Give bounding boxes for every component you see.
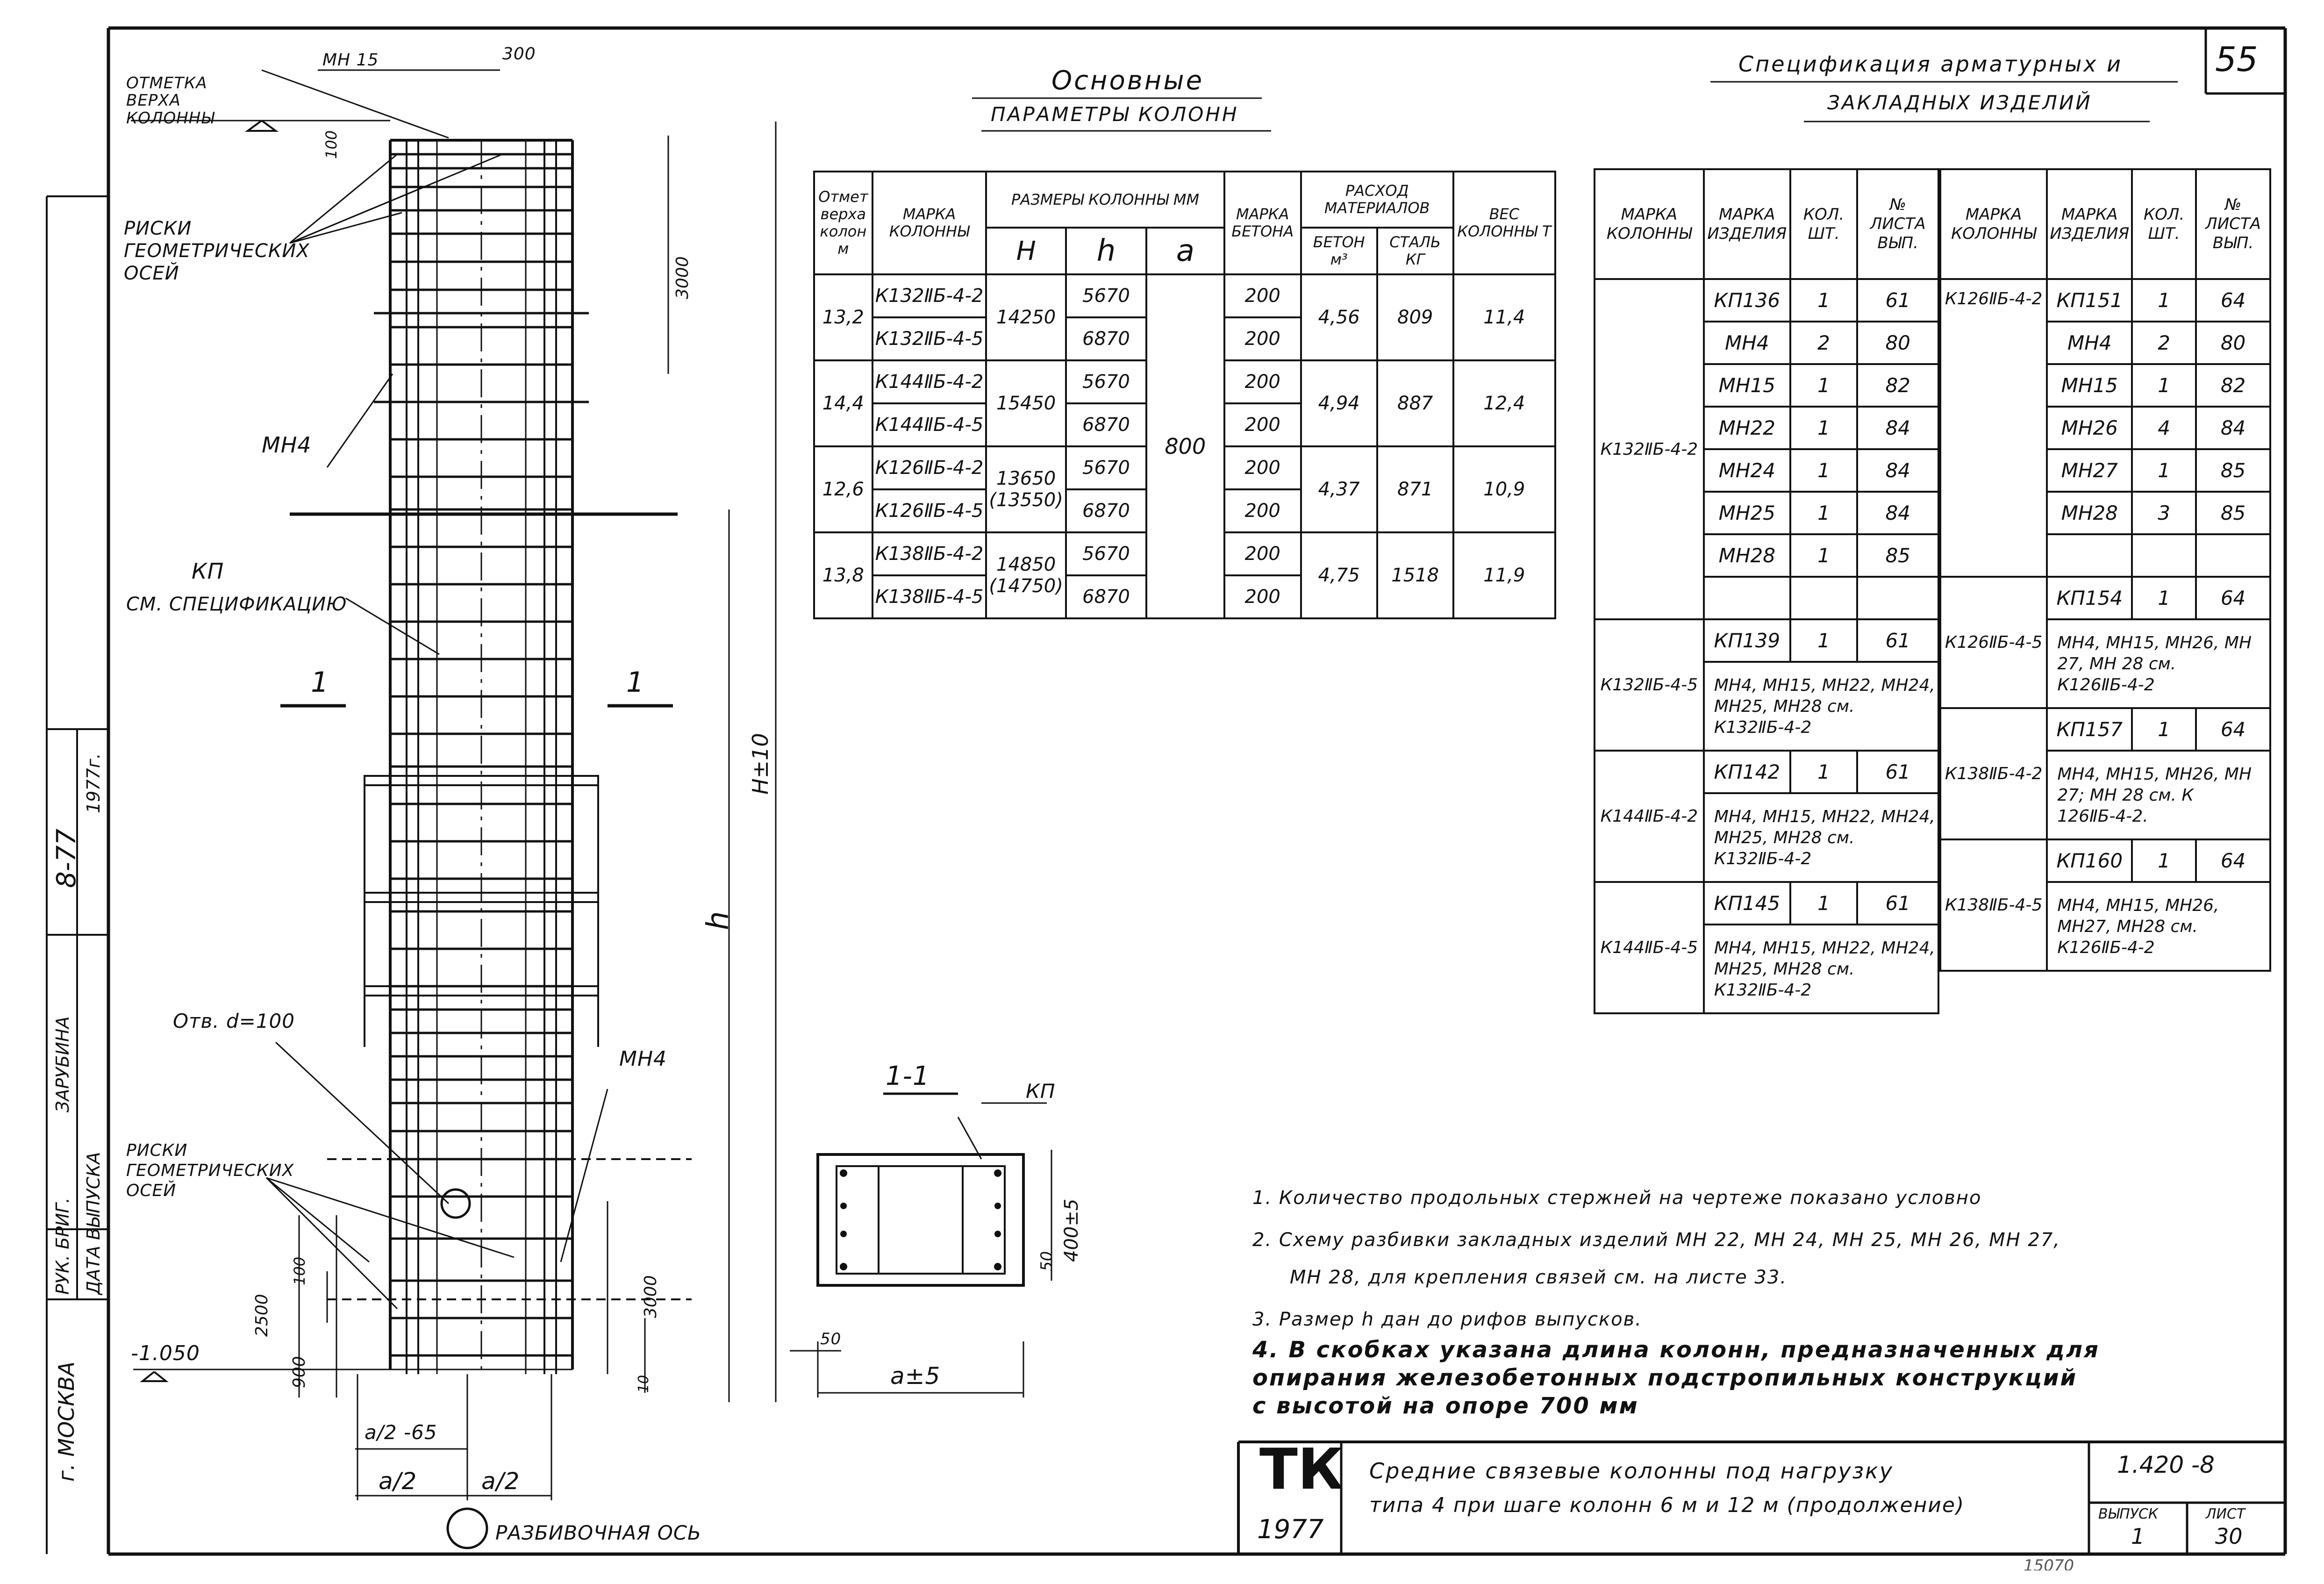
spec-item-mark: КП151 <box>2047 279 2132 322</box>
spec-item-qty: 1 <box>1790 492 1858 534</box>
row-H: 15450 <box>986 360 1065 446</box>
spec-item-mark: МН25 <box>1704 492 1790 534</box>
row-volume: 4,94 <box>1301 360 1377 446</box>
spec-item-sheet: 85 <box>1857 534 1938 577</box>
spec-item-sheet: 61 <box>1857 619 1938 662</box>
row-h: 6870 <box>1066 317 1146 360</box>
note-4-line-2: опирания железобетонных подстропильных конструкций <box>1252 1365 2078 1391</box>
spec-item-sheet: 85 <box>2196 492 2270 534</box>
section-dim-400: 400±5 <box>1061 1198 1082 1262</box>
spec-item-mark: КП157 <box>2047 708 2132 751</box>
sheet-number: 55 <box>2215 40 2258 79</box>
dim-300: 300 <box>502 44 536 64</box>
spec-item-mark: КП160 <box>2047 839 2132 882</box>
note-1: 1. Количество продольных стержней на чертеже показано условно <box>1252 1187 1982 1209</box>
spec-subtitle: ЗАКЛАДНЫХ ИЗДЕЛИЙ <box>1827 91 2092 114</box>
note-3: 3. Размер h дан до рифов выпусков. <box>1252 1309 1642 1330</box>
row-concrete: 200 <box>1224 360 1301 403</box>
dim-100: 100 <box>291 1256 308 1285</box>
spec-hdr-column: МАРКА КОЛОННЫ <box>1940 169 2047 279</box>
spec-item-mark: КП136 <box>1704 279 1790 322</box>
note-2: 2. Схему разбивки закладных изделий МН 22, МН 24, МН 25, МН 26, МН 27, <box>1252 1229 2060 1251</box>
spec-note: МН4, МН15, МН26, МН 27; МН 28 см. К 126ⅡБ-4-2. <box>2047 751 2270 839</box>
row-concrete: 200 <box>1224 446 1301 489</box>
row-mark: К132ⅡБ-4-2 <box>872 274 987 317</box>
spec-item-mark: МН4 <box>2047 322 2132 364</box>
hdr-a: a <box>1146 228 1224 274</box>
spec-item-mark: МН15 <box>1704 364 1790 407</box>
side-signature: 8-77 <box>51 828 82 888</box>
spec-hdr-sheet: № ЛИСТА ВЫП. <box>2196 169 2270 279</box>
stamp-issue-label: ВЫПУСК <box>2098 1506 2159 1522</box>
dim-h: h <box>701 911 736 930</box>
row-volume: 4,75 <box>1301 532 1377 618</box>
spec-hdr-item: МАРКА ИЗДЕЛИЯ <box>2047 169 2132 279</box>
row-H: 14850 (14750) <box>986 532 1065 618</box>
dim-a2-right: a/2 <box>481 1468 520 1495</box>
row-elev: 13,2 <box>814 274 872 360</box>
spec-item-qty: 1 <box>1790 364 1858 407</box>
hdr-H: H <box>986 228 1065 274</box>
spec-column-mark: К144ⅡБ-4-2 <box>1595 751 1704 882</box>
spec-note: МН4, МН15, МН22, МН24, МН25, МН28 см. К132ⅡБ-4-2 <box>1704 793 1938 882</box>
spec-item-mark: МН24 <box>1704 449 1790 492</box>
spec-item-mark: МН28 <box>2047 492 2132 534</box>
side-city: г. МОСКВА <box>54 1361 79 1482</box>
hdr-h: h <box>1066 228 1146 274</box>
hdr-mark: МАРКА КОЛОННЫ <box>872 172 987 274</box>
elevation-neg-label: -1.050 <box>131 1341 200 1365</box>
spec-item-sheet: 64 <box>2196 708 2270 751</box>
spec-item-qty: 1 <box>2132 708 2196 751</box>
spec-table-right <box>1939 168 2271 972</box>
spec-item-mark: КП139 <box>1704 619 1790 662</box>
spec-item-mark: КП145 <box>1704 882 1790 925</box>
dim-2500: 2500 <box>252 1294 272 1337</box>
spec-column-mark: К138ⅡБ-4-5 <box>1940 839 2047 971</box>
spec-item-qty: 1 <box>1790 407 1858 449</box>
spec-hdr-sheet: № ЛИСТА ВЫП. <box>1857 169 1938 279</box>
dim-10: 10 <box>636 1375 652 1393</box>
stamp-title-line-1: Средние связевые колонны под нагрузку <box>1369 1458 1894 1484</box>
params-table <box>813 171 1556 619</box>
row-h: 5670 <box>1066 360 1146 403</box>
spec-item-sheet: 82 <box>2196 364 2270 407</box>
row-weight: 12,4 <box>1453 360 1555 446</box>
row-volume: 4,37 <box>1301 446 1377 532</box>
row-h: 6870 <box>1066 489 1146 532</box>
spec-column-mark: К144ⅡБ-4-5 <box>1595 882 1704 1013</box>
spec-item-sheet: 80 <box>1857 322 1938 364</box>
row-elev: 13,8 <box>814 532 872 618</box>
stamp-issue: 1 <box>2131 1524 2145 1549</box>
kp-label: КП <box>192 559 224 584</box>
spec-column-mark: К138ⅡБ-4-2 <box>1940 708 2047 839</box>
row-mark: К138ⅡБ-4-2 <box>872 532 987 575</box>
spec-item-mark: МН15 <box>2047 364 2132 407</box>
spec-item-sheet: 85 <box>2196 449 2270 492</box>
row-a: 800 <box>1146 274 1224 618</box>
spec-item-mark: МН26 <box>2047 407 2132 449</box>
row-concrete: 200 <box>1224 317 1301 360</box>
row-concrete: 200 <box>1224 274 1301 317</box>
spec-item-mark: КП154 <box>2047 577 2132 619</box>
top-mark-label: ОТМЕТКА ВЕРХА КОЛОННЫ <box>126 74 215 128</box>
spec-item-qty: 1 <box>1790 751 1858 793</box>
spec-item-qty: 1 <box>1790 882 1858 925</box>
row-h: 6870 <box>1066 403 1146 446</box>
row-h: 5670 <box>1066 532 1146 575</box>
section-dim-50-bottom: 50 <box>820 1330 842 1348</box>
spec-item-sheet: 84 <box>1857 449 1938 492</box>
section-kp-label: КП <box>1026 1080 1056 1103</box>
spec-note: МН4, МН15, МН22, МН24, МН25, МН28 см. К132ⅡБ-4-2 <box>1704 925 1938 1013</box>
spec-item-sheet: 84 <box>2196 407 2270 449</box>
spec-item-sheet: 64 <box>2196 839 2270 882</box>
row-concrete: 200 <box>1224 403 1301 446</box>
spec-note: МН4, МН15, МН22, МН24, МН25, МН28 см. К132ⅡБ-4-2 <box>1704 662 1938 751</box>
hdr-elevation: Отмет верха колон м <box>814 172 872 274</box>
params-title: Основные <box>1051 65 1204 96</box>
spec-hdr-qty: КОЛ. ШТ. <box>1790 169 1858 279</box>
stamp-year: 1977 <box>1257 1514 1324 1545</box>
row-concrete: 200 <box>1224 489 1301 532</box>
spec-item-sheet: 64 <box>2196 279 2270 322</box>
mn4-left-label: МН4 <box>262 432 312 458</box>
hdr-concrete: МАРКА БЕТОНА <box>1224 172 1301 274</box>
dim-a2-65: a/2 -65 <box>365 1421 437 1444</box>
row-steel: 1518 <box>1377 532 1453 618</box>
row-weight: 11,4 <box>1453 274 1555 360</box>
note-2-cont: МН 28, для крепления связей см. на листе 33. <box>1290 1267 1788 1288</box>
spec-item-mark: КП142 <box>1704 751 1790 793</box>
row-concrete: 200 <box>1224 532 1301 575</box>
spec-item-sheet: 82 <box>1857 364 1938 407</box>
risks-top-label: РИСКИ ГЕОМЕТРИЧЕСКИХ ОСЕЙ <box>124 218 310 284</box>
spec-column-mark: К126ⅡБ-4-2 <box>1940 279 2047 577</box>
side-role: РУК. БРИГ. <box>52 1197 73 1295</box>
dim-100-top: 100 <box>322 130 340 159</box>
spec-item-qty: 2 <box>1790 322 1858 364</box>
spec-column-mark: К132ⅡБ-4-5 <box>1595 619 1704 751</box>
section-dim-a5: a±5 <box>890 1362 941 1390</box>
mn4-right-label: МН4 <box>619 1047 667 1071</box>
spec-item-qty: 1 <box>1790 534 1858 577</box>
hdr-sizes: РАЗМЕРЫ КОЛОННЫ ММ <box>986 172 1224 228</box>
row-mark: К126ⅡБ-4-2 <box>872 446 987 489</box>
section-dim-50-right: 50 <box>1037 1251 1056 1271</box>
spec-item-sheet: 80 <box>2196 322 2270 364</box>
row-h: 5670 <box>1066 446 1146 489</box>
spec-item-qty: 1 <box>2132 839 2196 882</box>
spec-note: МН4, МН15, МН26, МН 27, МН 28 см. К126ⅡБ-4-2 <box>2047 619 2270 708</box>
spec-item-sheet: 84 <box>1857 492 1938 534</box>
hdr-weight: ВЕС КОЛОННЫ Т <box>1453 172 1555 274</box>
hdr-steel: СТАЛЬ КГ <box>1377 228 1453 274</box>
dim-a2-left: a/2 <box>379 1468 417 1495</box>
row-H: 14250 <box>986 274 1065 360</box>
hdr-beton: БЕТОН м³ <box>1301 228 1377 274</box>
row-elev: 14,4 <box>814 360 872 446</box>
spec-item-qty: 1 <box>2132 577 2196 619</box>
spec-item-qty: 3 <box>2132 492 2196 534</box>
spec-item-qty: 4 <box>2132 407 2196 449</box>
spec-column-mark: К126ⅡБ-4-5 <box>1940 577 2047 708</box>
spec-item-qty: 1 <box>2132 279 2196 322</box>
row-h: 6870 <box>1066 575 1146 618</box>
row-mark: К144ⅡБ-4-2 <box>872 360 987 403</box>
dim-900: 900 <box>290 1356 309 1388</box>
row-steel: 809 <box>1377 274 1453 360</box>
row-h: 5670 <box>1066 274 1146 317</box>
row-mark: К126ⅡБ-4-5 <box>872 489 987 532</box>
side-date-label: ДАТА ВЫПУСКА <box>83 1152 104 1295</box>
spec-hdr-column: МАРКА КОЛОННЫ <box>1595 169 1704 279</box>
side-year: 1977г. <box>83 753 104 813</box>
side-name: ЗАРУБИНА <box>52 1016 73 1112</box>
dim-3000-top: 3000 <box>673 256 692 299</box>
row-steel: 871 <box>1377 446 1453 532</box>
bottom-stamp-number: 15070 <box>2024 1556 2074 1570</box>
row-mark: К132ⅡБ-4-5 <box>872 317 987 360</box>
spec-item-sheet: 61 <box>1857 279 1938 322</box>
stamp-code: 1.420 -8 <box>2117 1451 2215 1478</box>
stamp-sheet: 30 <box>2215 1524 2243 1549</box>
row-weight: 11,9 <box>1453 532 1555 618</box>
spec-item-qty: 1 <box>2132 449 2196 492</box>
spec-title: Спецификация арматурных и <box>1738 51 2123 77</box>
note-4-line-3: с высотой на опоре 700 мм <box>1252 1393 1639 1419</box>
note-4: 4. В скобках указана длина колонн, предназначенных для <box>1252 1337 2100 1363</box>
spec-item-qty: 1 <box>2132 364 2196 407</box>
kp-see-label: СМ. СПЕЦИФИКАЦИЮ <box>126 594 347 615</box>
spec-note: МН4, МН15, МН26, МН27, МН28 см. К126ⅡБ-4-2 <box>2047 882 2270 971</box>
row-volume: 4,56 <box>1301 274 1377 360</box>
hdr-materials: РАСХОД МАТЕРИАЛОВ <box>1301 172 1453 228</box>
spec-item-mark: МН28 <box>1704 534 1790 577</box>
dim-H10: H±10 <box>748 733 773 795</box>
stamp-title-line-2: типа 4 при шаге колонн 6 м и 12 м (продолжение) <box>1369 1493 1965 1517</box>
stamp-sheet-label: ЛИСТ <box>2206 1506 2245 1522</box>
spec-item-qty: 1 <box>1790 619 1858 662</box>
stamp-tk: ТК <box>1259 1437 1344 1502</box>
spec-item-sheet: 64 <box>2196 577 2270 619</box>
row-mark: К138ⅡБ-4-5 <box>872 575 987 618</box>
dim-3000: 3000 <box>641 1275 660 1318</box>
params-subtitle: ПАРАМЕТРЫ КОЛОНН <box>991 103 1239 126</box>
spec-item-mark: МН22 <box>1704 407 1790 449</box>
row-elev: 12,6 <box>814 446 872 532</box>
section-mark-left: 1 <box>311 666 329 699</box>
spec-table-left <box>1594 168 1939 1014</box>
spec-hdr-qty: КОЛ. ШТ. <box>2132 169 2196 279</box>
section-mark-right: 1 <box>626 666 645 699</box>
row-weight: 10,9 <box>1453 446 1555 532</box>
hole-label: Отв. d=100 <box>173 1010 295 1032</box>
row-steel: 887 <box>1377 360 1453 446</box>
axis-label: РАЗБИВОЧНАЯ ОСЬ <box>495 1521 701 1544</box>
spec-hdr-item: МАРКА ИЗДЕЛИЯ <box>1704 169 1790 279</box>
spec-item-sheet: 61 <box>1857 751 1938 793</box>
risks-bottom-label: РИСКИ ГЕОМЕТРИЧЕСКИХ ОСЕЙ <box>126 1141 294 1201</box>
section-title: 1-1 <box>886 1061 930 1091</box>
spec-item-sheet: 61 <box>1857 882 1938 925</box>
spec-item-mark: МН27 <box>2047 449 2132 492</box>
mn15-label: МН 15 <box>322 50 379 70</box>
row-concrete: 200 <box>1224 575 1301 618</box>
row-mark: К144ⅡБ-4-5 <box>872 403 987 446</box>
row-H: 13650 (13550) <box>986 446 1065 532</box>
spec-item-mark: МН4 <box>1704 322 1790 364</box>
spec-item-sheet: 84 <box>1857 407 1938 449</box>
spec-item-qty: 1 <box>1790 279 1858 322</box>
spec-column-mark: К132ⅡБ-4-2 <box>1595 279 1704 619</box>
spec-item-qty: 1 <box>1790 449 1858 492</box>
spec-item-qty: 2 <box>2132 322 2196 364</box>
